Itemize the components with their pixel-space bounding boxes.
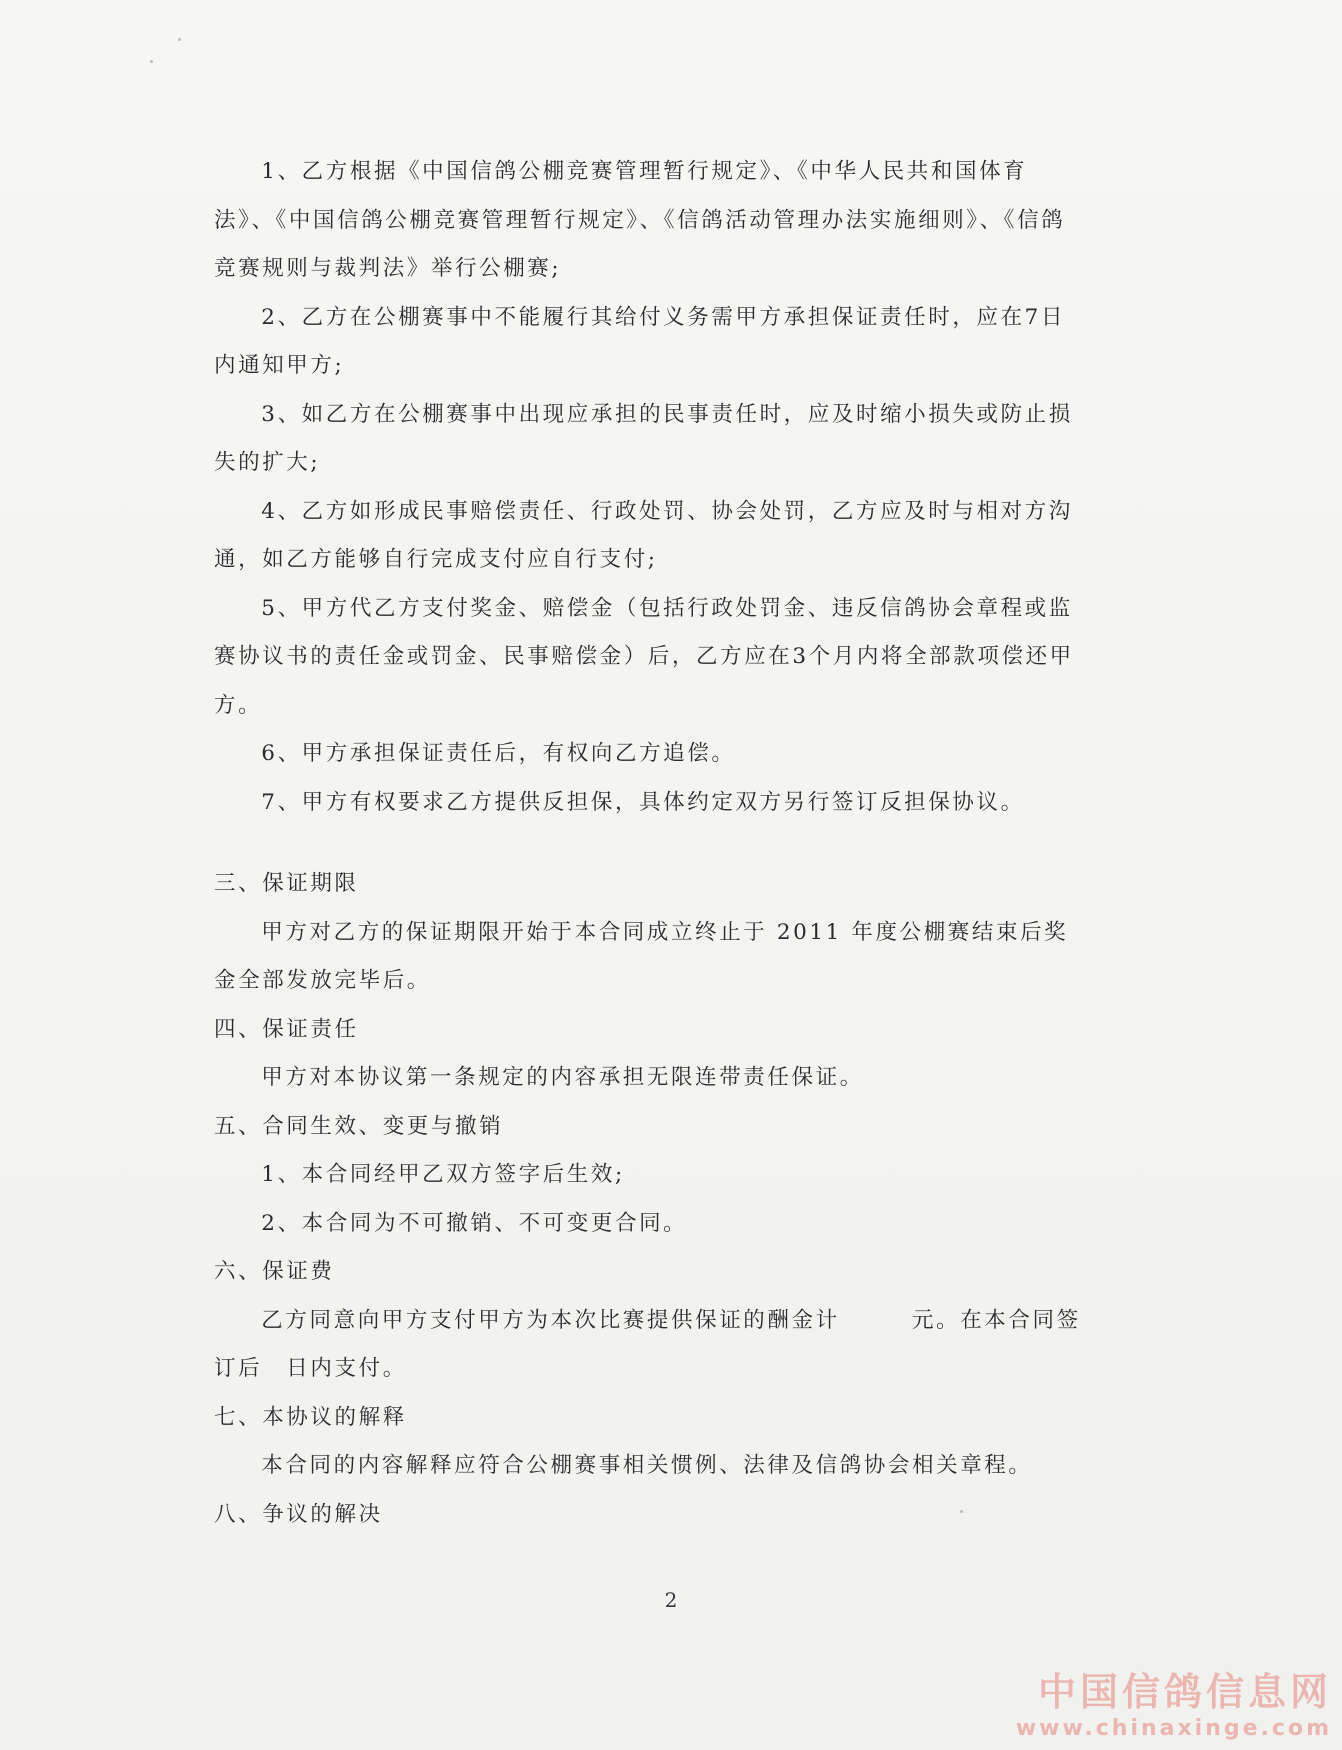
section-7-text: 本合同的内容解释应符合公棚赛事相关惯例、法律及信鸽协会相关章程。	[261, 1453, 1033, 1478]
section-4-text: 甲方对本协议第一条规定的内容承担无限连带责任保证。	[261, 1065, 864, 1090]
section-7-title: 七、本协议的解释	[214, 1404, 407, 1430]
section-5-item-2: 2、本合同为不可撤销、不可变更合同。	[261, 1210, 688, 1236]
clause-4: 4、乙方如形成民事赔偿责任、行政处罚、协会处罚，乙方应及时与相对方沟通，如乙方能够自行完成支付应自行支付;	[214, 498, 1073, 572]
section-3-text: 甲方对乙方的保证期限开始于本合同成立终止于 2011 年度公棚赛结束后奖金全部发放完毕后。	[214, 919, 1069, 993]
clause-2: 2、乙方在公棚赛事中不能履行其给付义务需甲方承担保证责任时，应在7日内通知甲方;	[214, 304, 1066, 378]
paper-speck	[150, 60, 153, 63]
watermark-title: 中国信鸽信息网	[1037, 1670, 1332, 1714]
contract-body	[214, 148, 1082, 1539]
section-4-title: 四、保证责任	[214, 1016, 359, 1042]
clause-3: 3、如乙方在公棚赛事中出现应承担的民事责任时，应及时缩小损失或防止损失的扩大;	[214, 401, 1073, 475]
clause-5: 5、甲方代乙方支付奖金、赔偿金（包括行政处罚金、违反信鸽协会章程或监赛协议书的责任金或罚金、民事赔偿金）后，乙方应在3个月内将全部款项偿还甲方。	[214, 595, 1074, 718]
section-5-title: 五、合同生效、变更与撤销	[214, 1113, 504, 1139]
section-8-title: 八、争议的解决	[214, 1501, 383, 1527]
section-3-title: 三、保证期限	[214, 871, 359, 896]
watermark-url: www.chinaxinge.com	[1015, 1716, 1332, 1741]
clause-6: 6、甲方承担保证责任后，有权向乙方追偿。	[261, 741, 736, 766]
section-gap	[214, 827, 1082, 860]
site-watermark	[1016, 1670, 1332, 1742]
section-6-title: 六、保证费	[214, 1259, 335, 1284]
clause-1: 1、乙方根据《中国信鸽公棚竞赛管理暂行规定》、《中华人民共和国体育法》、《中国信鸽公棚竞赛管理暂行规定》、《信鸽活动管理办法实施细则》、《信鸽竞赛规则与裁判法》举行公棚赛;	[214, 159, 1066, 281]
page-number: 2	[664, 1588, 678, 1612]
section-5-item-1: 1、本合同经甲乙双方签字后生效;	[261, 1162, 625, 1187]
section-6-text: 乙方同意向甲方支付甲方为本次比赛提供保证的酬金计 元。在本合同签订后 日内支付。	[214, 1307, 1081, 1381]
clause-7: 7、甲方有权要求乙方提供反担保，具体约定双方另行签订反担保协议。	[261, 789, 1025, 815]
paper-speck	[178, 38, 181, 41]
